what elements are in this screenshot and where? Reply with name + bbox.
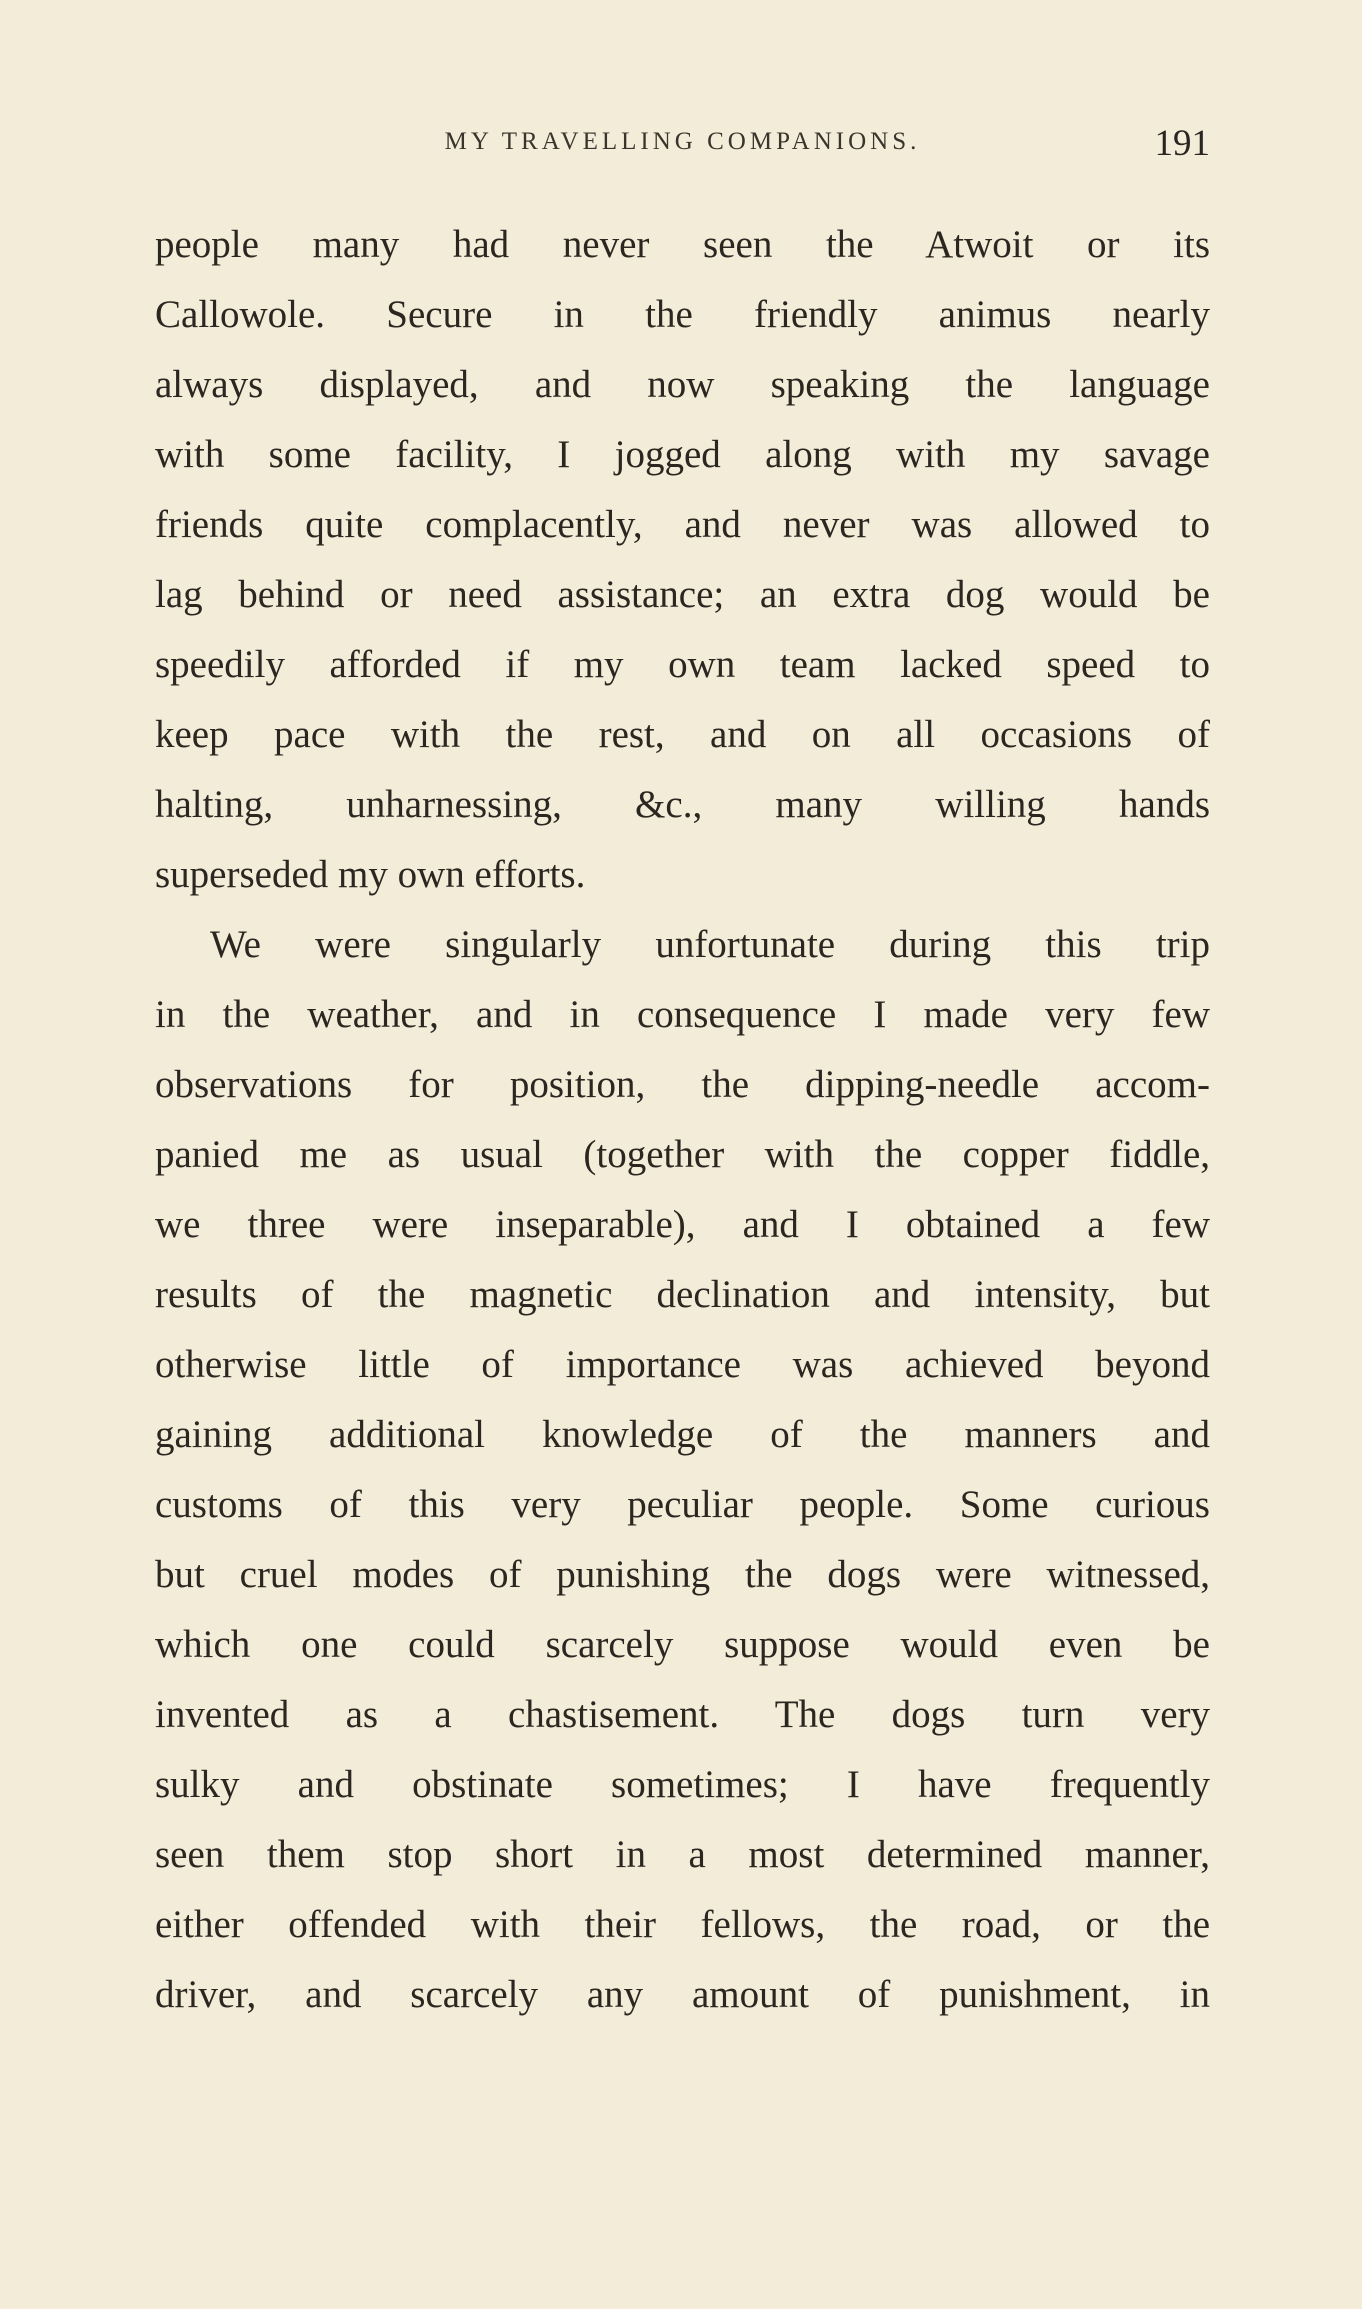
text-line: observations for position, the dipping-needle accom- (155, 1063, 1210, 1106)
text-line: halting, unharnessing, &c., many willing hands (155, 783, 1210, 826)
text-line: otherwise little of importance was achieved beyond (155, 1343, 1210, 1386)
text-line: with some facility, I jogged along with my savage (155, 433, 1210, 476)
text-line: driver, and scarcely any amount of punishment, in (155, 1973, 1210, 2016)
text-line: but cruel modes of punishing the dogs were witnessed, (155, 1553, 1210, 1596)
text-line: Callowole. Secure in the friendly animus nearly (155, 293, 1210, 336)
text-line: always displayed, and now speaking the language (155, 363, 1210, 406)
text-line: panied me as usual (together with the copper fiddle, (155, 1133, 1210, 1176)
text-line: in the weather, and in consequence I made very few (155, 993, 1210, 1036)
text-line: customs of this very peculiar people. Some curious (155, 1483, 1210, 1526)
running-head: MY TRAVELLING COMPANIONS. (444, 128, 921, 155)
text-line: people many had never seen the Atwoit or its (155, 223, 1210, 266)
page-header (155, 122, 1210, 172)
text-line: speedily afforded if my own team lacked speed to (155, 643, 1210, 686)
text-line: we three were inseparable), and I obtained a few (155, 1203, 1210, 1246)
text-line: gaining additional knowledge of the manners and (155, 1413, 1210, 1456)
text-line: which one could scarcely suppose would even be (155, 1623, 1210, 1666)
text-line: sulky and obstinate sometimes; I have frequently (155, 1763, 1210, 1806)
text-line: superseded my own efforts. (155, 853, 586, 896)
text-line: lag behind or need assistance; an extra dog would be (155, 573, 1210, 616)
text-line: friends quite complacently, and never was allowed to (155, 503, 1210, 546)
page-number: 191 (1154, 123, 1210, 164)
body-text (155, 210, 1210, 2030)
text-line: We were singularly unfortunate during this trip (210, 923, 1210, 966)
text-line: results of the magnetic declination and intensity, but (155, 1273, 1210, 1316)
text-line: invented as a chastisement. The dogs turn very (155, 1693, 1210, 1736)
text-line: keep pace with the rest, and on all occasions of (155, 713, 1210, 756)
text-line: either offended with their fellows, the road, or the (155, 1903, 1210, 1946)
text-line: seen them stop short in a most determined manner, (155, 1833, 1210, 1876)
